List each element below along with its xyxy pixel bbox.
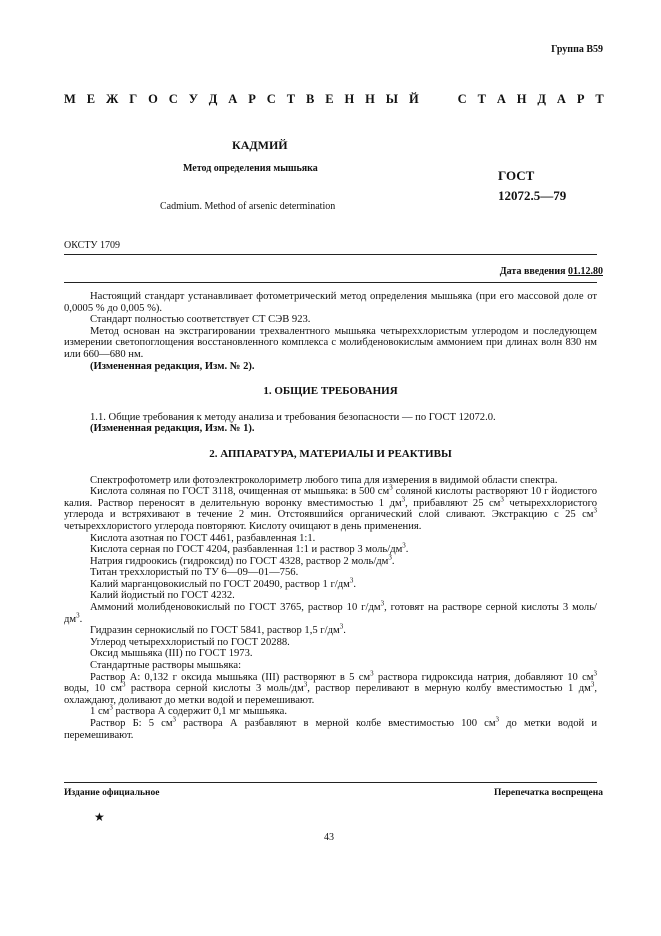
banner-letter: Ы [385,92,399,106]
banner-letter: М [64,92,76,106]
text-run: , прибавляют 25 см [405,497,501,509]
superscript: 3 [172,715,177,724]
text-run: , охлаждают, доливают до метки водой и перемешивают. [64,683,597,706]
text-run: до метки водой и перемешивают. [64,718,598,741]
date-value: 01.12.80 [568,266,603,277]
revision-note: (Измененная редакция, Изм. № 2). [90,360,255,372]
banner-letter: О [148,92,158,106]
document-title: КАДМИЙ [232,138,288,152]
reagent-item: Титан треххлористый по ТУ 6—09—01—756. [90,567,299,579]
superscript: 3 [388,553,392,562]
section-heading: 1. ОБЩИЕ ТРЕБОВАНИЯ [263,385,398,398]
text-run: Кислота серная по ГОСТ 4204, разбавленная 1:1 и раствор 3 моль/дм [90,544,403,556]
section-paragraph: 1.1. Общие требования к методу анализа и требования безопасности — по ГОСТ 12072.0. [90,411,496,423]
document-body [64,291,597,741]
superscript: 3 [401,495,406,504]
document-subtitle: Метод определения мышьяка [183,163,318,174]
superscript: 3 [370,669,374,678]
reagent-item: Углерод четыреххлористый по ГОСТ 20288. [90,636,290,648]
reagent-item [64,553,597,568]
text-run: четыреххлористого углерода повторяют. Кислоту очищают в день применения. [64,520,422,532]
banner-letter: Д [208,92,218,106]
intro-paragraph: Настоящий стандарт устанавливает фотометрический метод определения мышьяка (при его массовой доле от 0,0005 % до 0,005 %). [64,291,597,314]
group-code: Группа В59 [551,44,603,55]
superscript: 3 [495,715,500,724]
section-heading: 2. АППАРАТУРА, МАТЕРИАЛЫ И РЕАКТИВЫ [209,447,452,460]
text-run: 1 см [90,706,110,718]
banner-letter: Н [344,92,355,106]
divider [64,282,597,283]
text-run: Раствор А: 0,132 г оксида мышьяка (III) растворяют в 5 см [90,671,371,683]
reagent-item: Калий йодистый по ГОСТ 4232. [90,590,235,602]
banner-letter: Ж [105,92,119,106]
reagent-item: Оксид мышьяка (III) по ГОСТ 1973. [90,648,253,660]
superscript: 3 [389,483,393,492]
superscript: 3 [590,680,595,689]
text-run: Гидразин сернокислый по ГОСТ 5841, раствор 1,5 г/дм [90,625,340,637]
gost-number [498,166,566,206]
reagent-item: Спектрофотометр или фотоэлектроколориметр любого типа для измерения в видимой области спектра. [90,474,558,486]
superscript: 3 [121,680,126,689]
standard-banner [64,92,604,107]
text-run: раствора А разбавляют в мерной колбе вместимостью 100 см [176,718,496,729]
footer-reprint-notice: Перепечатка воспрещена [493,788,603,798]
superscript: 3 [349,576,354,585]
banner-letter: Д [537,92,547,106]
text-run: , готовят на растворе серной кислоты 3 моль/дм [64,602,597,625]
text-run: Калий марганцовокислый по ГОСТ 20490, раствор 1 г/дм [90,578,350,590]
banner-letter: Т [595,92,604,106]
oksty-code: ОКСТУ 1709 [64,240,121,251]
text-run: Раствор Б: 5 см [90,718,173,729]
superscript: 3 [339,622,344,631]
superscript: 3 [402,541,406,550]
text-run: соляной кислоты растворяют 10 г йодистого калия. Раствор переносят в делительную воронку вместимостью 1 дм [64,486,597,509]
banner-letter: Р [248,92,256,106]
reagent-item: Стандартные растворы мышьяка: [90,660,242,672]
banner-letter: А [556,92,566,106]
banner-letter: Й [408,92,419,106]
banner-letter: Н [516,92,527,106]
text-run: Аммоний молибденовокислый по ГОСТ 3765, раствор 10 г/дм [90,602,381,614]
reagent-item [64,622,597,637]
superscript: 3 [109,703,113,712]
intro-paragraph: Метод основан на экстрагировании трехвалентного мышьяка четыреххлористым углеродом и последующем измерении светопоглощения восстановленного комплекса с молибденовокислым аммонием при длинах волн 830 нм или 660—680 нм. [64,325,597,360]
banner-letter: Т [477,92,486,106]
reagent-item: Кислота азотная по ГОСТ 4461, разбавленная 1:1. [90,532,316,544]
banner-letter: Р [576,92,585,106]
superscript: 3 [500,495,504,504]
banner-letter: Н [365,92,375,106]
intro-paragraph: Стандарт полностью соответствует СТ СЭВ 923. [90,314,311,326]
superscript: 3 [593,669,597,678]
footer-official-edition: Издание официальное [64,788,160,798]
banner-letter: Е [325,92,334,106]
banner-letter: А [228,92,238,106]
text-run: . [353,578,356,590]
superscript: 3 [380,599,385,608]
reagent-item [64,599,597,625]
reagent-item [64,483,598,532]
date-label: Дата введения [499,266,568,277]
english-title: Cadmium. Method of arsenic determination [160,201,336,212]
footer-divider [64,782,597,783]
text-run: раствора серной кислоты 3 моль/дм [125,683,304,695]
text-run: , раствор переливают в мерную колбу вместимостью 1 дм [307,683,591,695]
banner-letter: В [305,92,315,106]
text-run: Натрия гидроокись (гидроксид) по ГОСТ 4328, раствор 2 моль/дм [90,555,389,567]
superscript: 3 [303,680,308,689]
banner-letter: А [496,92,506,106]
banner-letter: У [188,92,198,106]
star-icon: ★ [94,810,105,824]
reagent-item [64,715,598,741]
banner-letter: С [266,92,276,106]
text-run: Кислота соляная по ГОСТ 3118, очищенная от мышьяка: в 500 см [90,486,390,498]
reagent-item [64,703,597,718]
text-run: раствора А содержит 0,1 мг мышьяка. [112,706,287,718]
revision-note: (Измененная редакция, Изм. № 1). [90,423,255,435]
banner-letter: С [457,92,467,106]
text-run: четыреххлористого углерода и встряхивают в течение 2 мин. Отстоявшийся органический слой сливают. Экстракцию с 25 см [64,497,598,521]
banner-letter: Г [129,92,138,106]
effective-date [500,266,603,277]
reagent-item [64,576,597,591]
gost-label: ГОСТ [498,168,535,183]
text-run: . [405,544,409,556]
gost-code: 12072.5—79 [498,188,567,203]
superscript: 3 [76,611,80,620]
banner-letter [444,92,447,107]
text-run: . [343,625,346,637]
text-run: раствора гидроксида натрия, добавляют 10 см [373,671,594,683]
reagent-item [64,669,597,707]
text-run: воды, 10 см [64,683,122,695]
banner-letter: Е [86,92,96,106]
reagent-item [64,541,597,556]
banner-letter: Т [286,92,296,106]
divider [64,254,597,255]
banner-letter [430,92,433,107]
text-run: . [79,613,83,625]
text-run: . [391,555,395,567]
superscript: 3 [593,506,597,515]
banner-letter: С [168,92,178,106]
page-number: 43 [324,832,334,843]
